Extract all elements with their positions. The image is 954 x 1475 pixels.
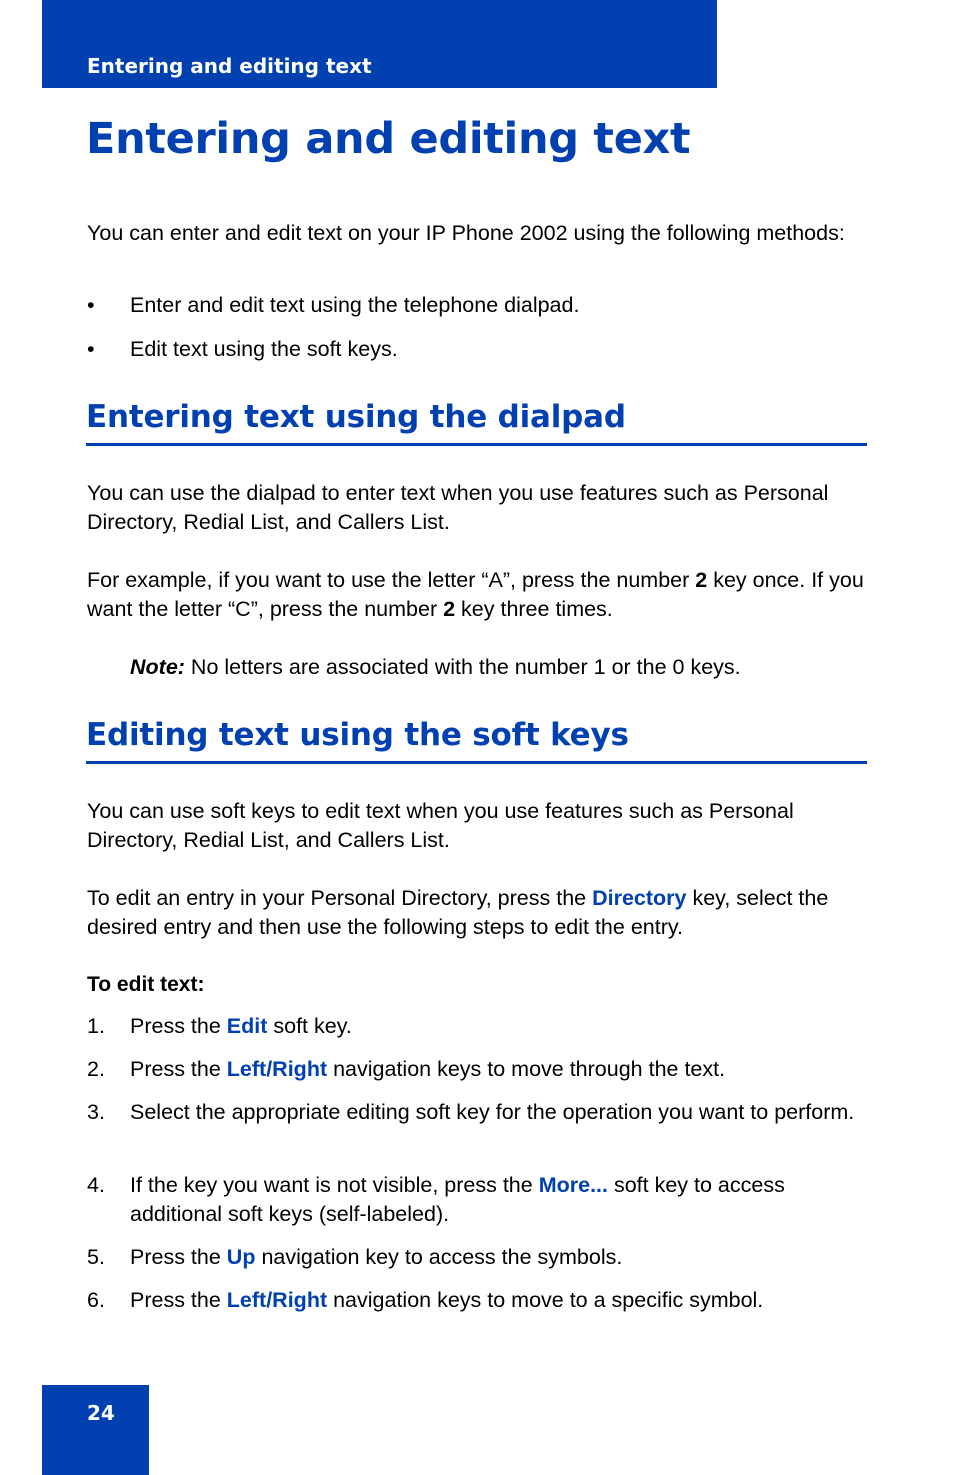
step-text xyxy=(130,1286,870,1315)
text-run: key three times. xyxy=(455,597,613,621)
text-run: Press the xyxy=(130,1245,227,1269)
text-run: Press the xyxy=(130,1288,227,1312)
step-number: 1. xyxy=(87,1014,105,1038)
step-number: 5. xyxy=(87,1245,105,1269)
text-run: Press the xyxy=(130,1014,227,1038)
intro-paragraph: You can enter and edit text on your IP Phone 2002 using the following methods: xyxy=(87,221,845,245)
text-run: navigation key to access the symbols. xyxy=(255,1245,623,1269)
dialpad-paragraph-2 xyxy=(87,566,877,624)
text-run: key, select the desired entry and then use the following steps to edit the entry. xyxy=(87,886,829,939)
page-title: Entering and editing text xyxy=(86,114,691,164)
text-run: Press the xyxy=(130,1057,227,1081)
note-text: No letters are associated with the number 1 or the 0 keys. xyxy=(184,655,741,679)
header-bar xyxy=(42,0,717,88)
step-text xyxy=(130,1012,870,1041)
bullet-mark: • xyxy=(87,337,95,361)
key-name: Up xyxy=(226,1245,256,1269)
key-name: Left/Right xyxy=(226,1288,328,1312)
procedure-title: To edit text: xyxy=(87,973,205,996)
section-rule xyxy=(86,761,867,764)
note-label: Note: xyxy=(130,655,185,679)
softkeys-paragraph-2 xyxy=(87,884,877,942)
text-run: soft key to access additional soft keys (self-labeled). xyxy=(130,1173,785,1226)
key-name: Directory xyxy=(592,886,687,910)
step-number: 3. xyxy=(87,1100,105,1124)
text-run: To edit an entry in your Personal Directory, press the xyxy=(87,886,593,910)
running-header: Entering and editing text xyxy=(87,54,372,78)
text-run: soft key. xyxy=(267,1014,352,1038)
step-text xyxy=(130,1098,870,1127)
bullet-text: Edit text using the soft keys. xyxy=(130,337,398,361)
text-run: navigation keys to move to a specific symbol. xyxy=(327,1288,764,1312)
step-number: 2. xyxy=(87,1057,105,1081)
key-number: 2 xyxy=(443,597,456,621)
text-run: navigation keys to move through the text. xyxy=(327,1057,726,1081)
text-run: key once. If you want the letter “C”, press the number xyxy=(87,568,864,621)
step-text xyxy=(130,1243,870,1272)
section-rule xyxy=(86,443,867,446)
key-name: Left/Right xyxy=(226,1057,328,1081)
step-number: 6. xyxy=(87,1288,105,1312)
section-heading-dialpad: Entering text using the dialpad xyxy=(86,399,626,435)
dialpad-paragraph-1: You can use the dialpad to enter text when you use features such as Personal Directory, Redial List, and Callers List. xyxy=(87,481,829,534)
text-run: For example, if you want to use the letter “A”, press the number xyxy=(87,568,696,592)
bullet-mark: • xyxy=(87,293,95,317)
note xyxy=(130,653,870,682)
key-name: More... xyxy=(538,1173,608,1197)
section-heading-soft-keys: Editing text using the soft keys xyxy=(86,717,629,753)
text-run: If the key you want is not visible, press the xyxy=(130,1173,539,1197)
page-number: 24 xyxy=(87,1401,115,1425)
step-text xyxy=(130,1171,870,1229)
key-name: Edit xyxy=(226,1014,268,1038)
bullet-text: Enter and edit text using the telephone dialpad. xyxy=(130,293,580,317)
step-text xyxy=(130,1055,870,1084)
text-run: Select the appropriate editing soft key for the operation you want to perform. xyxy=(130,1100,855,1124)
softkeys-paragraph-1: You can use soft keys to edit text when you use features such as Personal Directory, Redial List, and Callers List. xyxy=(87,799,794,852)
page-number-box xyxy=(42,1385,149,1475)
key-number: 2 xyxy=(695,568,708,592)
step-number: 4. xyxy=(87,1173,105,1197)
